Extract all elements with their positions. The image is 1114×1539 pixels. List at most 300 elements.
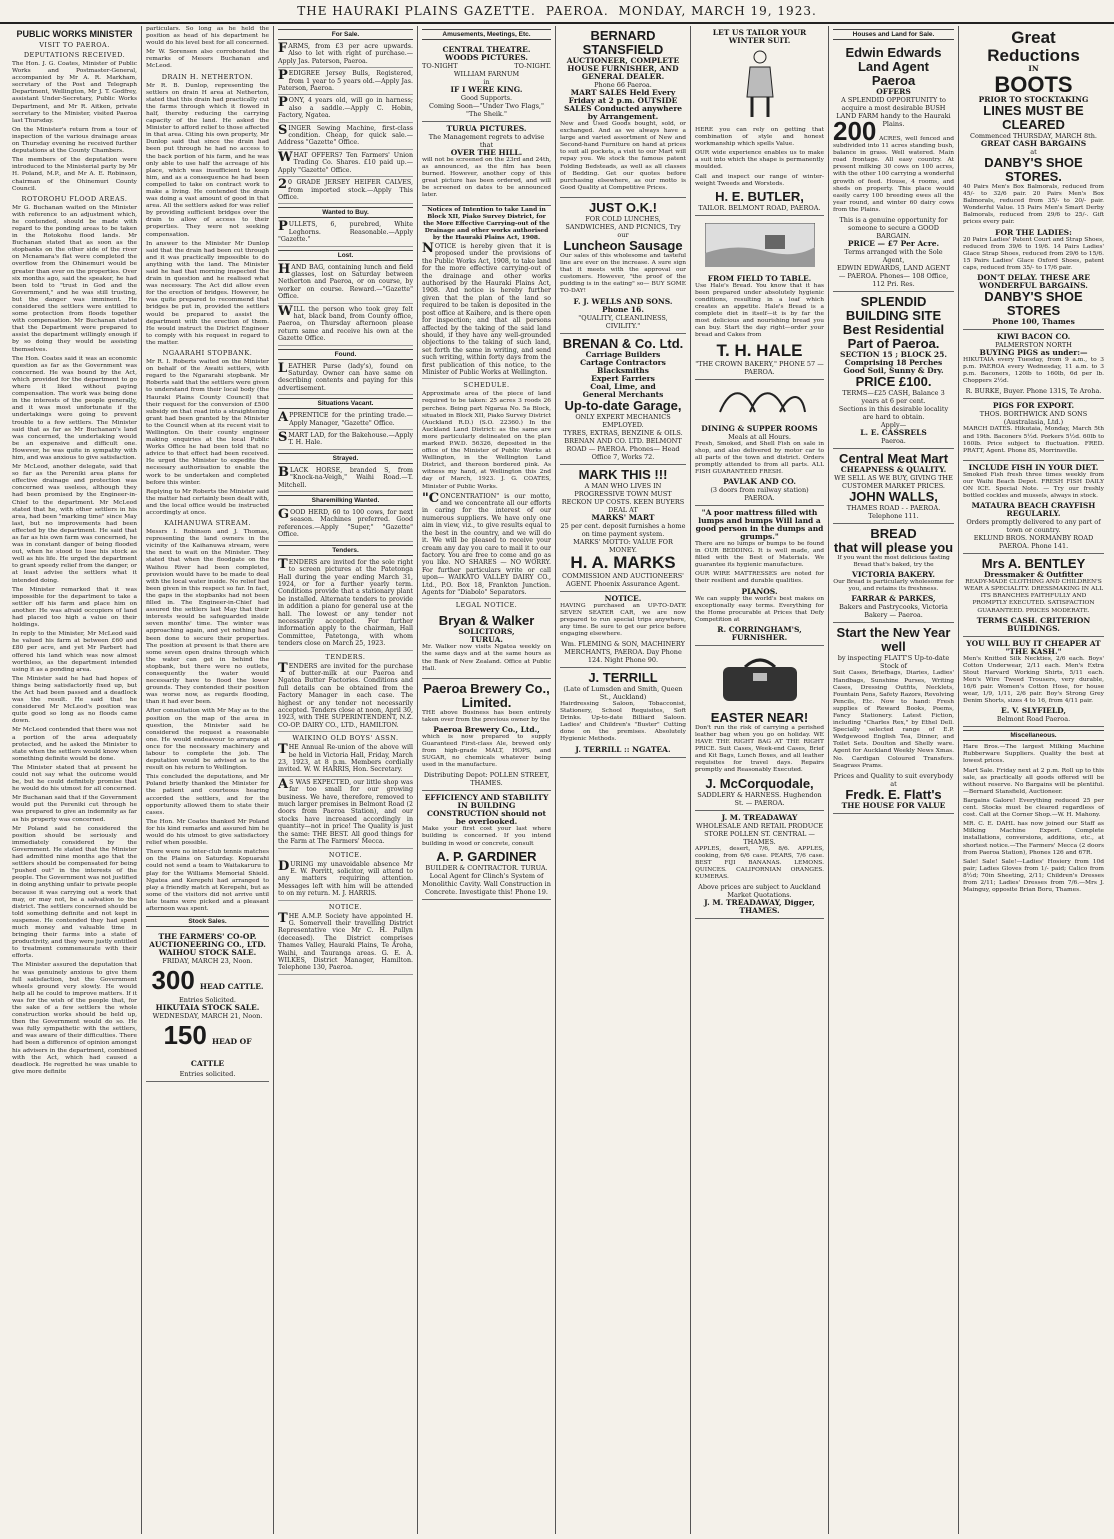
building-site-ad — [833, 292, 954, 449]
victoria-bakery-ad — [833, 524, 954, 623]
column-7 — [829, 26, 959, 1534]
ad-line: F. J. WELLS AND SONS. Phone 16. — [573, 296, 673, 314]
ad-line: BRENAN AND CO. LTD. BELMONT ROAD — PAEROA. Phones— Head Office 7, Works 72. — [564, 436, 682, 461]
marks-mart-ad — [560, 465, 686, 592]
ad-line: PIANOS. — [741, 586, 778, 596]
ad-title: BREAD — [870, 526, 917, 542]
kash-store-ad — [963, 637, 1104, 728]
misc-notice: Bargains Galore! Everything reduced 25 per cent. Stocks must be cleared regardless of cost. Call at the Corner Shop.—W. H. Mahony. — [963, 797, 1104, 819]
masthead-place: PAEROA. — [545, 4, 609, 18]
ad-line: Above prices are subject to Auckland Market Quotations. — [698, 883, 821, 900]
ad-line: Belmont Road Paeroa. — [996, 715, 1071, 724]
dressmaker-ad — [963, 554, 1104, 636]
ad-title: LINES MUST BE CLEARED — [983, 103, 1084, 132]
ad-line: PRICE — £7 Per Acre. — [847, 239, 940, 249]
ad-line: A MAN WHO LIVES IN PROGRESSIVE TOWN MUST RECKON UP COSTS. KEEN BUYERS DEAL AT — [561, 481, 685, 514]
article-paragraph: Mr R. I. Roberts waited on the Minister on behalf of the Awaiti settlers, with regard to the Ngararahi stopbank. Mr Roberts said that the settlers were given to understand from their local body (the Hauraki Plains County Council) that their request for the conversion of £500 subsidy on that road into a straightening grant had been granted by the Minister to the Council when at its recent visit to Wellington. On their county engineer making enquiries at the local Public Works Office he had been told that no advice to that effect had been received. He urged the Minister to expedite the necessary authorisation to enable the work to be undertaken and completed before this winter. — [146, 359, 269, 486]
brenan-ad — [560, 334, 686, 465]
ad-body: Hairdressing Saloon, Tobacconist, Stationery, School Requisites, Soft Drinks. Up-to-date Billiard Saloon. Ladies' and Children's "Buster" Cutting done on the premises. Absolutely Hygienic Methods. — [560, 700, 686, 743]
ad-line: DON'T DELAY. THESE ARE WONDERFUL BARGAINS. — [977, 273, 1090, 291]
ad-body: which is now prepared to supply Guaranteed First-class Ale, brewed only from high-grade MALT, HOPS, and SUGAR, no chemicals whatever being used in the manufacture. — [422, 733, 551, 769]
ad-body: Smoked Fish fresh three times weekly from our Waihi Beach Depot. FRESH FISH DAILY ON ICE. Special Note. — Try our freshly bottled cockles and mussels, always in stock. — [963, 471, 1104, 500]
ad-title: T. H. HALE — [716, 340, 803, 360]
public-notice: Approximate area of the piece of land required to be taken: 25 acres 3 roods 26 perches. Being part Ngarua No. 5a Block, situated in Block XII, Piako Survey District (Auckland R.D.) (S.O. 22360.) In the Auckland Land District: as the same are more particularly delineated on the plan marked P.W.D. 56326, deposited in the office of the Minister of Public Works at Wellington, in the Wellington Land District, and thereon bordered pink. As witness my hand, at Wellington this 2nd day of March, 1923. J. G. COATES, Minister of Public Works. — [422, 391, 551, 490]
ad-title: Fredk. E. Flatt's — [845, 786, 942, 802]
article-paragraph: particulars. So long as he held the position as head of his department he would do his level best for all concerned. — [146, 26, 269, 47]
ad-line: EKLUND BROS. NORMANBY ROAD PAEROA. Phone 141. — [973, 534, 1094, 551]
section-heading: SCHEDULE. — [463, 381, 510, 390]
ad-line: HEAD CATTLE. — [199, 982, 264, 992]
ad-line: VICTORIA BAKERY. — [852, 570, 935, 580]
ad-line: L. E. CASSRELS — [860, 428, 927, 438]
article-headline: PUBLIC WORKS MINISTER — [16, 29, 133, 39]
ad-line: IN — [1028, 64, 1039, 73]
article-paragraph: This concluded the deputations, and Mr Poland briefly thanked the Minister for the patient and courteous hearing accorded the settlers, and for the opportunity allowed them to state their cases. — [146, 774, 269, 816]
section-heading: NOTICE. — [328, 850, 363, 859]
ad-line: BUYING PIGS as under:— — [979, 348, 1088, 358]
solicitors-ad — [422, 611, 551, 678]
ad-line: THAMES ROAD - - PAEROA. Telephone 111. — [846, 504, 941, 521]
ad-line: SADDLERY & HARNESS. Hughendon St. — PAEROA. — [697, 790, 822, 807]
ad-line: E. V. SLYFIELD, — [1001, 706, 1066, 716]
ad-line: WEDNESDAY, MARCH 21, Noon. — [152, 1012, 263, 1021]
car-notice-ad — [560, 592, 686, 668]
misc-notice: Hare Bros.—The largest Milking Machine Rubberware Suppliers. Quality the best at lowest prices. — [963, 744, 1104, 765]
ad-line: FARRAR & PARKES, — [851, 594, 936, 604]
article-paragraph: Mr R. B. Dunlop, representing the settlers on drain H area at Netherton, stated that this drain had practically cut the farms through which it flowed in half, thereby reducing the carrying capacity of the land. He asked the Minister to afford relief to those affected in that area. Citing his own property, Mr Dunlop said that since the drain had been put through he had no access to the back portion of his farm, and he was only able to use half the acreage of his place, which was insufficient to keep him, and as a consequence he had been compelled to take on contract work to make a living. He contended the drain was doing a vast amount of good in that area. All the settlers asked for was relief by providing sufficient bridges over the drain to allow of access to their properties. They were not seeking compensation. — [146, 82, 269, 238]
section-heading: NGAARAHI STOPBANK. — [162, 349, 253, 358]
section-heading: ROTOROHU FLOOD AREAS. — [21, 194, 128, 203]
ad-body: If you want the most delicious tasting Bread that's baked, try the — [837, 555, 950, 569]
ad-line: COMMISSION AND AUCTIONEERS' AGENT. Phoenix Assurance Agent. — [562, 571, 684, 588]
ad-body: Our Bread is particularly wholesome for you, and retains its freshness. — [833, 579, 954, 593]
builder-ad — [422, 791, 551, 899]
ad-line: Good Soil, Sunny & Dry. — [843, 366, 944, 376]
ad-line: GREAT CASH BARGAINS — [980, 139, 1087, 148]
page-columns — [8, 26, 1108, 1534]
ad-body: HIKUTAIA every Tuesday, from 9 a.m., to 3 p.m. PAEROA every Wednesday, 11 a.m. to 3 p.m. Baconers, 120lb to 160lb, 6d per lb. Choppers 2½d. — [963, 357, 1104, 385]
ad-line: TURUA PICTURES. — [446, 124, 527, 133]
article-paragraph: The Minister remarked that it was impossible for the department to take a settler off his farm and place him on another. He was afraid occupiers of land had placed too high a value on their holdings. — [12, 586, 137, 629]
ad-line: OFFERS — [876, 87, 911, 96]
ad-line: at — [1030, 148, 1037, 156]
ad-title: that will please you — [833, 540, 954, 556]
ad-line: FROM FIELD TO TABLE. — [707, 273, 812, 283]
classified-ad: TENDERS are invited for the sole right to screen pictures at the Patetonga Hall during the year ending March 31, 1924, or for a further yearly term. Conditions provide that a stationary plant be installed. Alternate tenders to provide in addition a piano for general use at the hall. The lowest or any tender not necessarily accepted. For further information apply to the chairman, Hall Committee, Patetonga, with whom tenders close on March 25, 1923. — [278, 559, 413, 651]
column-3 — [274, 26, 418, 1534]
ad-line: MART SALES Held Every Friday at 2 p.m. OUTSIDE SALES Conducted anywhere by Arrangement. — [563, 88, 683, 121]
classified-ad: PULLETS, 6, purebred, White Leghorns. Reasonable.—Apply "Gazette." — [278, 221, 413, 246]
classified-ad: FARMS, from £3 per acre upwards. Also to let with right of purchase.—Apply Jas. Paterson, Paeroa. — [278, 43, 413, 68]
classified-heading: For Sale. — [278, 29, 413, 40]
auctioneer-ad — [560, 26, 686, 198]
ad-line: Comprising 18 Perches — [844, 358, 943, 368]
classified-ad: AS WAS EXPECTED, our little shop was far too small for our growing business. We have, therefore, removed to much larger premises in Belmont Road (2 doors from Paeroa Station), and our stocks have increased accordingly in quantity—not in price! The Quality is just the same: THE BEST. All good things for the Farm at The Farmers' Mecca. — [278, 779, 413, 849]
classified-heading: Situations Vacant. — [278, 398, 413, 409]
classified-ad: WILL the person who took grey felt hat, black band, from County office, Paeroa, on Thursday afternoon please return same and receive his own at the Gazette Office. — [278, 306, 413, 346]
masthead-date: MONDAY, MARCH 19, 1923. — [618, 4, 817, 18]
ad-title: Mrs A. BENTLEY — [981, 556, 1086, 572]
ad-line: YOU WILL BUY IT CHEAPER AT "THE KASH." — [966, 638, 1101, 656]
ad-body: OUR wide experience enables us to make a suit into which the shape is permanently moulded. — [695, 150, 824, 171]
ad-line: Local Agent for Clinch's System of Monolithic Cavity. Wall Construction in Concrete. Investigate this! Phone 19. — [422, 871, 551, 896]
ad-body: Suit Cases, Briefbags, Diaries, Ladies' Handbags, Sunshine Purses, Writing Cases, Dressing Outfits, Necklets, Fountain Pens, Safety Razors, Revolving Pencils, Etc. Now to hand: Fresh supplies of Reward Books, Poems, Fancy Stationery. Latest Fiction, including "Charles Rex," by Ethel Dell. Specially selected range of E.P. Wedgewood English Tea, Dinner, and Toilet Sets. Doulton and Shelly ware. Agent for Auckland Weekly News Xmas. No. Cardigan Coloured Transfers. Seagrass Prams. — [833, 670, 954, 769]
ad-line: TURUA. — [469, 635, 504, 645]
ad-line: TO-NIGHT. — [514, 62, 551, 70]
ad-body: ACRES, well fenced and subdivided into 11 acres standing bush, balance in grass. Well watered. Main road frontage. All easy country. At present milking 30 cows on 100 acres, with the other 100 carrying a wonderful growth of feed. House, 4 rooms, and sheds on property. This place would easily carry 100 breeding ewes all the year round, and winter 60 dairy cows from the Plains. — [833, 136, 955, 213]
ad-line: ONLY EXPERT MECHANICS EMPLOYED. — [575, 412, 671, 429]
ad-line: CENTRAL THEATRE. — [442, 45, 531, 54]
article-paragraph: Mr McLeod contended that there was not a portion of the area adequately protected, and he asked the Minister to state when the settlers would know when something definite would be done. — [12, 727, 137, 762]
article-paragraph: Mr Buchanan said that if the Government would put the Pereniki cut through he was prepared to give an indemnity as far as his property was concerned. — [12, 795, 137, 823]
ad-line: J. TERRILL :: NGATEA. — [575, 744, 671, 754]
masthead — [0, 0, 1114, 24]
ad-line: TERMS—£25 CASH, Balance 3 years at 6 per cent. — [842, 389, 945, 406]
ad-line: Sections in this desirable locality are hard to obtain. — [838, 405, 949, 422]
ad-title: Land Agent — [857, 59, 929, 74]
tailored-suit-illustration — [742, 49, 778, 119]
classified-heading: Found. — [278, 349, 413, 360]
ad-title: Paeroa — [871, 73, 916, 88]
ad-line: KIWI BACON CO. — [996, 332, 1071, 342]
ad-line: R. CORRINGHAM'S, FURNISHER. — [717, 624, 802, 642]
ad-title: Luncheon Sausage — [563, 237, 683, 253]
ad-line: PIGS FOR EXPORT. — [992, 401, 1075, 411]
ad-line: Expert Farriers — [591, 373, 655, 383]
dairy-ad: "CONCENTRATION" is our motto, and we concentrate all our efforts in caring for the interest of our numerous suppliers. We have only one aim in view, viz., to give results equal to the best in the country, and we will do it. We will be pleased to receive your cream any day you care to mail it to our factory. You are free to come and go as you like. NO SHARES — NO WORRY. For further particulars write or call upon— WAIKATO VALLEY DAIRY CO., Ltd., P.O. Box 18, Frankton Junction. Agents for "Diabolo" Separators. — [422, 493, 551, 600]
ad-line: WE SELL AS WE BUY, GIVING THE CUSTOMER MARKET PRICES. — [834, 474, 953, 491]
ad-body: 40 Pairs Men's Box Balmorals, reduced from 45/- to 32/6 pair. 20 Pairs Men's Box Balmorals, reduced from 35/- to 20/- pair. Wonderful Value. 15 Pairs Men's Smart Derby Balmorals, reduced from 29/6 to 25/-. Gift prices every pair. — [963, 184, 1104, 226]
ad-line: EDWIN EDWARDS, LAND AGENT — PAEROA. Phones— 108 Office, 112 Pri. Res. — [836, 264, 951, 289]
ad-line: Entries solicited. — [179, 1070, 236, 1079]
ad-line: "THE CROWN BAKERY," PHONE 57 — PAEROA. — [695, 359, 824, 376]
ad-title: BERNARD STANSFIELD — [582, 28, 664, 57]
land-agent-ad — [833, 43, 954, 292]
tailor-ad — [695, 26, 824, 216]
article-paragraph: The Hon. Mr Coates thanked Mr Poland for his kind remarks and assured him he would do his utmost to give satisfactory relief when possible. — [146, 818, 269, 847]
ad-body: Call and inspect our range of winter-weight Tweeds and Worsteds. — [695, 173, 824, 187]
ad-line: "QUALITY, CLEANLINESS, CIVILITY." — [578, 313, 668, 330]
ad-line: Phone 100, Thames — [992, 317, 1075, 327]
bakery-ad — [695, 216, 824, 380]
classified-ad: SMART LAD, for the Bakehouse.—Apply T. H. Hale. — [278, 432, 413, 450]
ad-line: 25 per cent. deposit furnishes a home on time payment system. — [560, 521, 686, 538]
ad-title: DANBY'S SHOE STORES — [984, 289, 1083, 319]
classified-ad: PONY, 4 years old, will go in harness; also a saddle.—Apply C. Hobin, Factory, Ngatea. — [278, 97, 413, 122]
article-paragraph: The Hon. J. G. Coates, Minister of Public Works and Postmaster-General, accompanied by Mr A. R. Markham, secretary of the Post and Telegraph Department, Wellington, Mr J. T. Godfrey, assistant Under-Secretary, Public Works Department, and Mr R. Aitken, private secretary to the Minister, visited Paeroa last Thursday. — [12, 61, 137, 124]
saddlery-ad — [695, 646, 824, 811]
boot-sale-ad — [963, 26, 1104, 330]
ad-line: MARKS' MOTTO: VALUE FOR MONEY. — [573, 537, 673, 554]
cinema-ad — [422, 122, 551, 206]
ad-title: Start the New Year well — [836, 625, 951, 655]
article-paragraph: Mr McLeod, another delegate, said that so far as the Pereniki area plans for effective drainage and protection was concerned was useless, although they had been promised by the Engineer-in-Chief to the department. Mr McLeod stated that he, with other settlers in his area, had been "marking time" since May last, but no improvements had been effected by the department. He said that as far as his own farm was concerned, he was in constant danger of being flooded out, when he stood to lose his stock as well as his life. He urged the department to grant speedy relief from the danger, or at least advise the settlers what it intended doing. — [12, 464, 137, 584]
produce-store-ad — [695, 811, 824, 919]
ad-line: SOLICITORS, — [458, 627, 515, 637]
ad-line: CHEAPNESS & QUALITY. — [840, 465, 947, 475]
article-paragraph: The Minister assured the deputation that he was genuinely anxious to give them full satisfaction, but the Government wheels ground very slowly. He would help all he could to improve matters. If it was for the wish of the people that, for the sake of a few settlers the whole construction works should be held up, then the Government would do so. He was fully sympathetic with the settlers, and was aware of their difficulties. There had been a difference of opinion amongst his advisers in the department, combined with the Act, which had caused a deadlock. He regretted he was unable to give more definite — [12, 962, 137, 1075]
ad-line: OVER THE HILL. — [450, 148, 523, 157]
ad-title: H. A. MARKS — [570, 552, 676, 572]
article-paragraph: Mr W. Sorensen also corroborated the remarks of Messrs Buchanan and McLeod. — [146, 49, 269, 70]
ad-line: TAILOR. BELMONT ROAD, PAEROA. — [698, 203, 821, 212]
ad-line: AUCTIONEER, COMPLETE HOUSE FURNISHER, AND GENERAL DEALER. — [566, 56, 680, 81]
misc-notice: Sale! Sale! Sale!—Ladies' Hosiery from 10d pair; Ladies Gloves from 1/- paid; Calico from 8½d; 70in Sheeting, 2/11; Children's Dresses from 2/11; Ladies' Dresses from 7/6.—Mrs J. Mainguy, opposite Brian Boru, Thames. — [963, 858, 1104, 894]
classified-heading: Lost. — [278, 250, 413, 261]
classified-ad: HAND BAG, containing lunch and field glasses, lost on Saturday between Netherton and Paeroa, or on course, by worker on course. Reward.—"Gazette" Office. — [278, 264, 413, 304]
public-notice: NOTICE is hereby given that it is proposed under the provisions of the Public Works Act, 1908, to take land for the more effective carrying-out of the drainage and other works authorised by the Hauraki Plains Act, 1908. And notice is hereby further given that the plan of the land so required to be taken is deposited in the post office at Kaihere, and is there open for inspection; and that all persons affected by the taking of the said land should, if they have any well-grounded objections to the taking of such land, set forth the same in writing, and send such writing, within forty days from the first publication of this notice, to the Minister of Public Works at Wellington. — [422, 243, 551, 379]
ad-line: Distributing Depot: POLLEN STREET, THAMES. — [423, 771, 550, 788]
ad-line: Coal, Lime, and — [590, 381, 656, 391]
ad-line: THE HOUSE FOR VALUE — [841, 800, 946, 810]
stock-sale-ad — [146, 930, 269, 1082]
ad-line: Phone 66 Paeroa. — [594, 81, 652, 89]
acreage: 200 — [833, 116, 877, 146]
ad-line: Coming Soon—"Under Two Flags," "The Sheik." — [428, 102, 544, 118]
ad-line: Dressmaker & Outfitter — [984, 570, 1083, 580]
ad-line: TERMS CASH. CRITERION BUILDINGS. — [976, 615, 1091, 633]
ad-body: Men's Knitted Silk Neckties, 2/6 each. Boys' Cotton Underwear, 2/11 each. Men's Extra Stout Harvard Working Shirts, 5/11 each. Men's Wire Tweed Trousers, very durable, 16/6 pair. Women's Cotton Hose, for house wear, 1/9, 1/11, 2/6 pair. Boy's Strong Grey Denim Shorts, sizes 4 to 16, from 4/11 pair. — [963, 655, 1104, 705]
article-subhead: VISIT TO PAEROA. — [39, 41, 110, 49]
article-paragraph: Replying to Mr Roberts the Minister said the matter had certainly been dealt with, and the local office would be instructed accordingly at once. — [146, 488, 269, 516]
ad-line: FOR COLD LUNCHES, SANDWICHES, AND PICNICS, Try our — [565, 214, 681, 239]
section-heading: NOTICE. — [328, 902, 363, 911]
ad-line: TYRES, EXTRAS, BENZINE & OILS. — [563, 428, 683, 437]
ad-title: JUST O.K.! — [589, 199, 657, 215]
ad-line: EFFICIENCY AND STABILITY IN BUILDING CONSTRUCTION should not be overlooked. — [424, 793, 549, 827]
ad-title: Great Reductions — [987, 28, 1080, 65]
ad-title: DANBY'S SHOE STORES. — [984, 155, 1083, 184]
ad-body: THE above Business has been entirely taken over from the previous owner by the — [422, 709, 551, 723]
ad-title: SPLENDID BUILDING SITE — [845, 294, 942, 324]
ad-title: H. E. BUTLER, — [715, 188, 804, 204]
article-paragraph: The Hon. Coates said it was an economic question as far as the Government was concerned. He was bound by the Act, which provided for the department to go where it liked without paying compensation. The work was being done in the interests of the people generally, and it was most unfortunate if the undertakings were going to prevent trouble to a few settlers. The Minister said that as far as Mr Buchanan's land was concerned, the undertaking would be an expensive and difficult one. However, he was quite in sympathy with him, and was anxious to give satisfaction. — [12, 355, 137, 461]
fish-ad — [963, 461, 1104, 554]
ad-line: WILLIAM FARNUM — [453, 70, 520, 78]
ad-line: R. BURKE, Buyer. Phone 131S, Te Aroha. — [965, 387, 1102, 396]
classified-ad: THE A.M.P. Society have appointed H. G. Somervell their travelling District Representative vice Mr C. H. Pullyn (deceased). The District comprises Thames Valley, Hauraki Plains, Te Aroha, Waihi, and Tauranga areas. G. E. A. WILKES, District Manager, Hamilton. Telephone 130, Paeroa. — [278, 913, 413, 975]
ad-line: THE FARMERS' CO-OP. AUCTIONEERING CO., LTD. — [149, 932, 266, 950]
ad-line: WHOLESALE AND RETAIL PRODUCE STORE POLLEN ST. CENTRAL — THAMES. — [696, 821, 823, 846]
ad-line: PRIOR TO STOCKTAKING — [978, 95, 1089, 104]
ad-line: J. M. TREADAWAY — [721, 812, 798, 822]
ad-title: A. P. GARDINER — [436, 848, 537, 864]
head-count: 150 — [163, 1020, 207, 1051]
ad-line: PAVLAK AND CO. — [723, 476, 796, 486]
article-paragraph: There were no inter-club tennis matches on the Plains on Saturday. Kopuarahi could not send a team to Waitakaruru to play for the Williams Memorial Shield. Ngatea and Kerepehi had arranged to play a friendly match at Kerepehi, but as some of the visitors did not arrive until late teams were picked and a pleasant afternoon was spent. — [146, 849, 269, 912]
ad-line: WAIHOU STOCK SALE. — [158, 948, 257, 958]
ad-line: MATAURA BEACH CRAYFISH REGULARLY. — [971, 501, 1096, 519]
section-heading: LEGAL NOTICE. — [455, 601, 518, 610]
classified-ad: THE Annual Re-union of the above will be held in Victoria Hall, Friday, March 23, 1923, at 8 p.m. Members cordially invited. W. W. HARRIS, Hon. Secretary. — [278, 744, 413, 777]
ad-title: Central Meat Mart — [838, 451, 949, 467]
article-paragraph: The members of the deputation were introduced to the Ministerial party by Mr H. Poland, M.P., and Mr A. E. Robinson, chairman of the Ohinemuri County Council. — [12, 157, 137, 192]
article-paragraph: After consultation with Mr May as to the position on the map of the area in question, the Minister said he considered the request a reasonable one. He would endeavour to arrange at once for the necessary machinery and labour to complete the job. The deputation would be advised as to the result on his return to Wellington. — [146, 708, 269, 772]
article-paragraph: The Minister stated that at present he could not say what the outcome would be, but he could definitely promise that he would do his utmost for all concerned. — [12, 764, 137, 793]
ad-body: HAVING purchased an UP-TO-DATE SEVEN SEATER CAR, we are now prepared to run special trips anywhere, any time. Be sure to get our price before engaging elsewhere. — [560, 602, 686, 637]
ad-body: Make your first cost your last where building is concerned. If you intend building in wood or concrete, consult — [422, 826, 551, 847]
head-count: 300 — [151, 965, 195, 996]
ad-line: Paeroa. — [881, 437, 906, 446]
ad-line: in — [483, 78, 490, 86]
article-paragraph: Messrs I. Robinson and J. Thomas, representing the land owners in the vicinity of the Kaihanuwa stream, were the next to wait on the Minister. They stated that when the floodgate on the Waihou River had been completed, provision would have to be made to deal with the local water inside. No relief had been given in this respect so far. In fact, the gaps in the stopbanks had not been filled in. The Engineer-in-Chief had assured the settlers last May that their interests would be safeguarded inside seven months' time. The winter was approaching again, and yet nothing had been done to secure their properties. The position at present is that there are some seven open drains through which the water can get in behind the stopbank, but there were no outlets, consequently the water would necessarily have to flood the lower grounds. They contended their position was worse now, as regards flooding, than it had ever been. — [146, 529, 269, 706]
ad-body: Use Hale's Bread. You know that it has been prepared under absolutely hygienic conditions, resulting in a loaf which creates an appetite. Hale's Bread is a complete diet in itself—it is by far the most delicious and nourishing bread you can buy. Start the day right—order your bread and Cakes from — [695, 282, 824, 339]
classified-ad: TENDERS are invited for the purchase of butter-milk at our Paeroa and Ngatea Butter Factories. Conditions and full details can be obtained from the Factory Manager in each case. The highest or any tender not necessarily accepted. Tenders close at noon, April 30, 1923, with THE SUPERINTENDENT, N.Z. CO-OP. DAIRY CO., LTD., HAMILTON. — [278, 663, 413, 733]
ad-line: Bakers and Pastrycooks, Victoria Bakery — Paeroa. — [839, 603, 948, 620]
section-heading: DRAIN H. NETHERTON. — [161, 72, 254, 81]
classified-ad: APPRENTICE for the printing trade.—Apply Manager, "Gazette" Office. — [278, 412, 413, 430]
column-2 — [142, 26, 274, 1534]
ad-line: LET US TAILOR YOUR WINTER SUIT. — [712, 28, 807, 45]
classified-heading: Strayed. — [278, 453, 413, 464]
ad-line: Meals at all Hours. — [728, 432, 791, 441]
classified-heading: Tenders. — [278, 545, 413, 556]
ad-line: Entries Solicited. — [179, 996, 236, 1005]
brewery-ad — [422, 679, 551, 792]
column-4 — [418, 26, 556, 1534]
ad-line: Paeroa Brewery Co., Ltd., — [433, 724, 540, 734]
ad-body: will not be screened on the 23rd and 24th, as announced, as the film has been burned. However, another copy of this great picture has been ordered, and will be screened on dates to be announced later. — [422, 157, 551, 199]
ad-line: This is a genuine opportunity for someone to secure a GOOD BARGAIN. — [839, 216, 948, 241]
classified-ad: GOOD HERD, 60 to 100 cows, for next season. Machines preferred. Good references.—Apply "Super," "Gazette" Office. — [278, 509, 413, 542]
ad-line: (3 doors from railway station) PAEROA. — [710, 485, 809, 502]
ad-line: FOR THE LADIES: — [995, 227, 1072, 237]
ad-line: Apply— — [880, 421, 907, 430]
ad-title: Bryan & Walker — [438, 613, 535, 629]
ad-title: PRICE £100. — [855, 374, 932, 390]
ad-line: TO-NIGHT — [422, 62, 458, 70]
article-paragraph: In answer to the Minister Mr Dunlop said that the drain had been cut through and it was practically impossible to do anything with the land. The Minister said he had that morning inspected the drain in question and he realised what was necessary. The Act did allow even for the erection of bridges. However, he was quite prepared to recommend that bridges be put in, provided the settlers would be prepared to assist the department with the erection of them. He would instruct the District Engineer to comply with his request in regard to the matter. — [146, 240, 269, 346]
ad-line: by inspecting FLATT'S Up-to-date Stock of — [837, 654, 950, 671]
ad-body: Mr. Walker now visits Ngatea weekly on the same days and at the same hours as the Bank of New Zealand. Office at Public Hall. — [422, 644, 551, 672]
classified-heading: Sharemilking Wanted. — [278, 495, 413, 506]
ad-line: Blacksmiths — [597, 365, 649, 375]
column-5 — [556, 26, 691, 1534]
ad-line: THOS. BORTHWICK AND SONS (Australasia, Ltd.) — [979, 410, 1088, 427]
ad-body: Our sales of this wholesome and tasteful line are ever on the increase. A sure sign that it meets with the approval our customers. However, "the proof of the pudding is in the eating" so— BUY SOME TO-DAY! — [560, 252, 686, 295]
ad-line: Commenced THURSDAY, MARCH 8th. — [970, 132, 1097, 140]
bacon-co-ad — [963, 330, 1104, 399]
monogram-illustration — [710, 387, 810, 417]
ad-body: Fresh, Smoked, and Shell Fish on sale in shop, and also delivered by motor car to all parts of the town and district. Orders promptly attended to from all parts. ALL FISH GUARANTEED FRESH. — [695, 440, 824, 475]
article-paragraph: In reply to the Minister, Mr McLeod said he valued his farm at between £60 and £80 per acre, and yet Mr Parbert had offered his land which was now almost worthless, as the department intended using it as a ponding area. — [12, 631, 137, 673]
classified-ad: BLACK HORSE, branded S, from "Knock-na-Veigh," Waihi Road.—T. Mitchell. — [278, 467, 413, 492]
ad-line: Orders promptly delivered to any part of town or country. — [966, 518, 1101, 535]
ad-line: WOODS PICTURES. — [445, 53, 528, 62]
ad-line: IF I WERE KING. — [450, 85, 523, 94]
classified-ad: PEDIGREE Jersey Bulls, Registered, from 1 year to 5 years old.—Apply Jas. Paterson, Paeroa. — [278, 70, 413, 95]
misc-notice: MR. C. E. DAHL has now joined our Staff as Milking Machine Expert. Complete installations, conversions, additions, etc., at shortest notice.—The Farmers' Mecca (2 doors from Paeroa Station), Phones 126 and 67R. — [963, 821, 1104, 856]
ad-line: Good Supports. — [460, 94, 513, 102]
classified-ad: DURING my unavoidable absence Mr E. W. Porritt, solicitor, will attend to any matters requiring attention. Messages left with him will be attended to on my return. M. J. HARRIS. — [278, 861, 413, 901]
ad-title: J. TERRILL — [588, 669, 658, 685]
ad-title: BRENAN & Co. Ltd. — [562, 335, 684, 351]
article-paragraph: Mr Poland said he considered the position should be seriously and immediately considered by the Government. He stated that the Minister had admitted nine months ago that the settlers should be compensated for being "pushed out" in the interests of the people. The Government was not justified in doing anything unfair to private people because it was carrying out a work that may, or may not, be a salvation to the district. The settlers concerned should be told something definite and not kept in suspense. He contended they had spent much money and valuable time in bringing their farms into a state of productivity, and they were justly entitled to treatment commensurate with their efforts. — [12, 825, 137, 960]
ad-title: Up-to-date Garage, — [564, 397, 682, 413]
column-1 — [8, 26, 142, 1534]
ad-line: Cartage Contractors — [580, 357, 666, 367]
ad-body: HERE you can rely on getting that combination of style and honest workmanship which spells Value. — [695, 127, 824, 148]
ad-body: New and Used Goods bought, sold, or exchanged. And as we always have a large and varied assortment of New and Second-hand Furniture on hand at prices to suit all pockets, a visit to our Mart will repay you. We stock the famous patent Folding Bedsteads, as well as all classes of Bedding. Get our quotes before purchasing elsewhere, as our motto is Good Quality at Competitive Prices. — [560, 121, 686, 191]
ad-title: BOOTS — [994, 72, 1073, 97]
ad-line: Carriage Builders — [585, 349, 661, 359]
ad-body: OUR WIRE MATTRESSES are noted for their resilient and durable qualities. — [695, 571, 824, 585]
notice-heading: Notices of Intention to take Land in Block XII, Piako Survey District, for the More Effective Carrying-out of the Drainage and other works authorised by the Hauraki Plains Act, 1908. — [423, 205, 550, 241]
ad-line: "A poor mattress filled with lumps and bumps Will land a good person in the dumps and grumps." — [695, 507, 824, 541]
ad-title: Best Residential Part of Paeroa. — [842, 322, 945, 352]
misc-notice: Mart Sale. Friday next at 2 p.m. Roll up to this sale, as practically all goods offered will be without reserve. No Bargains will be plentiful.—Bernard Stansfield, Auctioneer. — [963, 767, 1104, 795]
classified-ad: SINGER Sewing Machine, first-class condition. Cheap, for quick sale.—Address "Gazette" Office. — [278, 125, 413, 150]
ad-title: EASTER NEAR! — [710, 709, 809, 725]
ad-line: INCLUDE FISH IN YOUR DIET. — [968, 462, 1099, 472]
ad-line: The Management regrets to advise that — [428, 133, 545, 149]
section-heading: KAIHANUWA STREAM. — [164, 519, 251, 528]
ad-body: APPLES, desert, 7/6, 8/6. APPLES, cooking, from 6/6 case. PEARS, 7/6 case. BEST FIJI BANANAS. LEMONS. QUINCES. CALIFORNIAN ORANGES. KUMERAS. — [695, 845, 824, 880]
stationer-ad — [833, 623, 954, 813]
ad-line: Terms arranged with the Sole Agent, — [844, 248, 943, 265]
dining-rooms-ad — [695, 380, 824, 506]
ad-title: JOHN WALLS, — [849, 489, 938, 505]
furnisher-ad — [695, 506, 824, 646]
pig-export-ad — [963, 399, 1104, 460]
stock-sales-heading: Stock Sales. — [146, 916, 269, 927]
ad-line: HIKUTAIA STOCK SALE. — [155, 1003, 260, 1013]
cinema-ad — [422, 43, 551, 122]
newspaper-title: THE HAURAKI PLAINS GAZETTE. — [297, 4, 536, 18]
ad-title: J. McCorquodale, — [705, 775, 814, 791]
ad-line: Wm. FLEMING & SON, MACHINERY MERCHANTS, PAEROA. Day Phone 124. Night Phone 90. — [561, 639, 685, 664]
ad-title: Paeroa Brewery Co., Limited. — [423, 680, 550, 710]
ad-line: J. M. TREADAWAY, Digger, THAMES. — [704, 898, 815, 916]
section-heading: WAIKINO OLD BOYS' ASSN. — [292, 734, 399, 743]
classified-heading: Wanted to Buy. — [278, 207, 413, 218]
ad-body: Don't run the risk of carrying a perished leather bag when you go on holiday. WE HAVE THE RIGHT BAG AT THE RIGHT PRICE. Suit Cases, Week-end Cases, Brief and Kit Bags, Lunch Boxes, and all leather requisites for travel days. Repairs promptly and Reasonably Executed. — [695, 724, 824, 774]
article-paragraph: Mr G. Buchanan waited on the Minister with reference to an adjustment which, he contended, should be made with regard to the ponding areas to be taken in the Rotokohu flood lands. Mr Buchanan stated that as soon as the stopbanks on the other side of the river on Mcnamara's flat were completed the overflow from the Ohinemuri would be greater than ever on the properties. Over six months ago, said the speaker, he had been told to "trust in God and the Government," and he was still trusting, but the danger was imminent. He considered the settlers were entitled to some protection from floods together with compensation. Mr Buchanan stated that the Department were prepared to assist the department willingly enough if by so doing they would be assisting themselves. — [12, 204, 137, 353]
ad-body: READY-MADE CLOTHING AND CHILDREN'S WEAR A SPECIALITY. DRESSMAKING IN ALL ITS BRANCHES FAITHFULLY AND PROMPTLY EXECUTED. SATISFACTION GUARANTEED. PRICES MODERATE. — [963, 579, 1104, 614]
ad-line: SECTION 15 ; BLOCK 25. — [840, 350, 947, 360]
ad-body: 20 Pairs Ladies' Patent Court and Strap Shoes, reduced from 39/6 to 19/6. 14 Pairs Ladies' Glace Strap Shoes, reduced from 29/6 to 15/6. 15 Pairs Ladies' Glace Oxford Shoes, patent caps, reduced from 35/- to 17/6 pair. — [963, 236, 1104, 271]
ad-body: There are no lumps or bumps to be found in OUR BEDDING. It is well made, and filled with the Best of Materials. We guarantee its hygienic manufacture. — [695, 540, 824, 569]
field-illustration — [705, 223, 815, 267]
article-paragraph: On the Minister's return from a tour of inspection of the various drainage areas on Thursday evening he received further deputations at the County Chambers. — [12, 126, 137, 155]
ad-line: NOTICE. — [604, 593, 642, 603]
column-6 — [691, 26, 829, 1534]
ad-title: Edwin Edwards — [845, 45, 942, 60]
ad-line: (Late of Lumsden and Smith, Queen St., Auckland) — [563, 684, 683, 701]
houses-heading: Houses and Land for Sale. — [833, 29, 954, 40]
classified-ad: 20 GRADE JERSEY HEIFER CALVES, from imported stock.—Apply This Office. — [278, 179, 413, 204]
section-heading: TENDERS. — [325, 652, 366, 661]
article-subhead: DEPUTATIONS RECEIVED. — [23, 51, 126, 59]
miscellaneous-heading: Miscellaneous. — [963, 730, 1104, 741]
leather-bag-illustration — [715, 653, 805, 703]
ad-body: We can supply the world's best makes on exceptionally easy terms. Everything for the Home procurable at Prices that Defy Competition at — [695, 595, 824, 623]
ad-line: BUILDER & CONTRACTOR. TURUA. — [425, 863, 548, 872]
ad-line: DINING & SUPPER ROOMS — [701, 423, 818, 433]
ad-line: FRIDAY, MARCH 23, Noon. — [162, 957, 253, 966]
sausage-ad — [560, 198, 686, 334]
ad-line: MARKS' MART — [591, 512, 655, 522]
column-8 — [959, 26, 1108, 1534]
ad-line: General Merchants — [582, 389, 664, 399]
ad-title: MARK THIS !!! — [578, 466, 668, 482]
ad-line — [422, 62, 551, 70]
ad-line: HEAD OF CATTLE — [190, 1037, 252, 1069]
article-paragraph: The Minister said he had had hopes of things being satisfactorily fixed up, but the Act had been passed and a deadlock was the result. He said that he considered Mr McLeod's position was quite good so long as no floods came down. — [12, 675, 137, 725]
hairdresser-ad — [560, 668, 686, 758]
meat-mart-ad — [833, 449, 954, 524]
ad-body: MARCH DATES. Hikutaia, Monday, March 5th and 19th. Baconers 5½d. Porkers 5½d. 60lb to 160lb. Price subject to fluctuation. FRED. PRATT, Agent. Phone 8S, Morrinsville. — [963, 426, 1104, 454]
